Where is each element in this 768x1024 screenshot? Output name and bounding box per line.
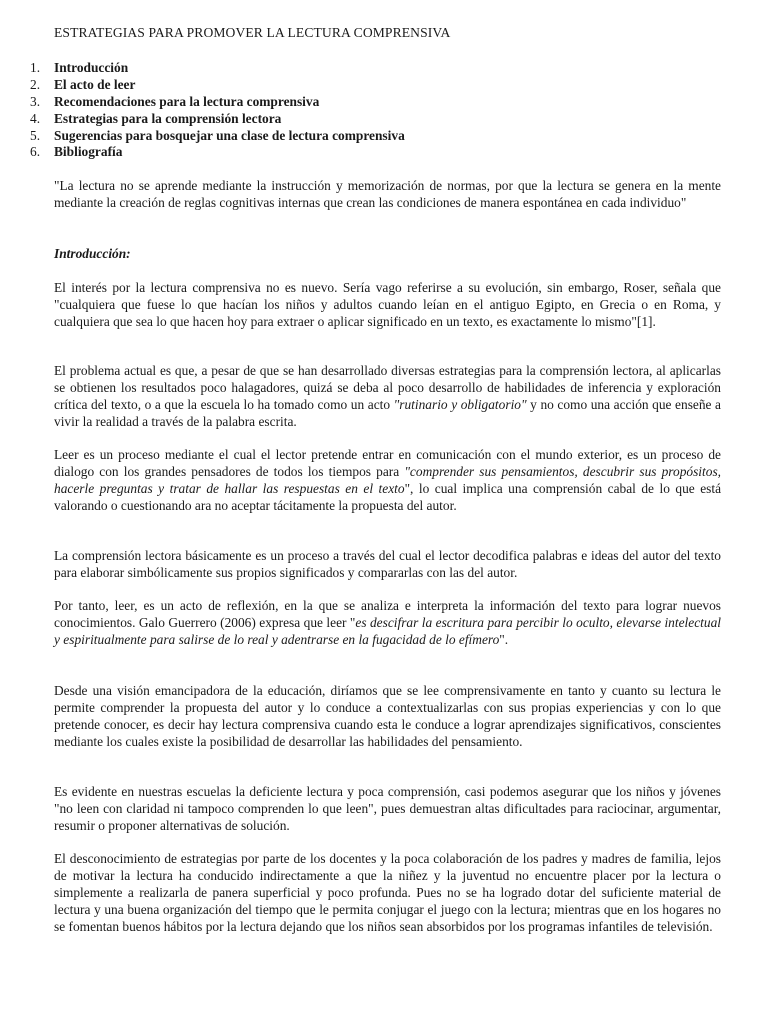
toc-item bbox=[30, 144, 710, 161]
toc-item bbox=[30, 111, 710, 128]
toc-number: 3. bbox=[30, 93, 41, 109]
paragraph-2-text: El problema actual es que, a pesar de que se han desarrollado diversas estrategias para la comprensión lectora, al aplicarlas se obtienen los resultados poco halagadores, quizá se deba al poco desarrollo de habilidades de inferencia y exploración crítica del texto, o a que la escuela lo ha tomado como un acto bbox=[54, 363, 721, 412]
toc-number: 5. bbox=[30, 127, 41, 143]
toc-item bbox=[30, 77, 710, 94]
paragraph-5-italic: es descifrar la escritura para percibir lo oculto, elevarse intelectual y espiritualmente para salirse de lo real y adentrarse en la fugacidad de lo efímero bbox=[54, 614, 721, 647]
section-heading-introduccion: Introducción: bbox=[54, 246, 131, 261]
paragraph-3-text-end: ", lo cual implica una comprensión cabal de lo que está valorando o cuestionando ara no aceptar tácitamente la propuesta del autor. bbox=[54, 480, 722, 513]
paragraph-2 bbox=[54, 363, 721, 431]
table-of-contents bbox=[30, 60, 710, 161]
paragraph-5-text: Por tanto, leer, es un acto de reflexión, en la que se analiza e interpreta la información del texto para lograr nuevos conocimientos. Galo Guerrero (2006) expresa que leer " bbox=[54, 598, 721, 630]
paragraph-4: La comprensión lectora básicamente es un proceso a través del cual el lector decodifica palabras e ideas del autor del texto para elaborar simbólicamente sus propios significados y compararlas con las del autor. bbox=[54, 548, 721, 580]
toc-number: 1. bbox=[30, 60, 41, 75]
toc-label: Estrategias para la comprensión lectora bbox=[54, 110, 282, 126]
paragraph-1: El interés por la lectura comprensiva no es nuevo. Sería vago referirse a su evolución, sin embargo, Roser, señala que "cualquiera que fuese lo que hacían los niños y adultos cuando leían en el antiguo Egipto, en Grecia o en Roma, y cualquiera que sea lo que hacen hoy para extraer o aplicar significado en un texto, es exactamente lo mismo"[1]. bbox=[54, 280, 721, 329]
toc-label: Introducción bbox=[54, 60, 129, 75]
toc-item bbox=[30, 94, 710, 111]
paragraph-3-italic: "comprender sus pensamientos, descubrir sus propósitos, hacerle preguntas y tratar de hallar las respuestas en el texto bbox=[54, 463, 722, 496]
toc-number: 4. bbox=[30, 110, 41, 126]
toc-item bbox=[30, 128, 710, 145]
toc-label: Bibliografía bbox=[54, 144, 123, 160]
document-title: ESTRATEGIAS PARA PROMOVER LA LECTURA COMPRENSIVA bbox=[54, 25, 451, 40]
toc-number: 2. bbox=[30, 76, 41, 92]
paragraph-7: Es evidente en nuestras escuelas la deficiente lectura y poca comprensión, casi podemos asegurar que los niños y jóvenes "no leen con claridad ni tampoco comprenden lo que leen", pues demuestran altas dificultades para raciocinar, argumentar, resumir o proponer alternativas de solución. bbox=[54, 784, 721, 833]
toc-label: El acto de leer bbox=[54, 76, 136, 92]
epigraph-quote: "La lectura no se aprende mediante la instrucción y memorización de normas, por que la lectura se genera en la mente mediante la creación de reglas cognitivas internas que crean las condiciones de manera espontánea en cada individuo" bbox=[54, 178, 721, 210]
paragraph-2-text-end: y no como una acción que enseñe a vivir la realidad a través de la palabra escrita. bbox=[54, 396, 722, 429]
paragraph-5-text-end: ". bbox=[499, 631, 509, 647]
paragraph-3 bbox=[54, 447, 721, 515]
paragraph-5 bbox=[54, 598, 721, 649]
paragraph-3-text: Leer es un proceso mediante el cual el lector pretende entrar en comunicación con el mundo exterior, es un proceso de dialogo con los grandes pensadores de todos los tiempos para bbox=[54, 447, 721, 479]
paragraph-2-italic: "rutinario y obligatorio" bbox=[393, 396, 527, 412]
paragraph-8: El desconocimiento de estrategias por parte de los docentes y la poca colaboración de los padres y madres de familia, lejos de motivar la lectura ha conducido indirectamente a que la niñez y la juventud no encuentre placer por la lectura o simplemente a realizarla de panera superficial y poco profunda. Pues no se ha logrado dotar del suficiente material de lectura y una buena organización del tiempo que le permita conjugar el juego con la lectura; mientras que en los hogares no se fomentan buenos hábitos por la lectura dejando que los niños sean absorbidos por los programas infantiles de televisión. bbox=[54, 851, 721, 934]
toc-number: 6. bbox=[30, 144, 41, 160]
paragraph-6: Desde una visión emancipadora de la educación, diríamos que se lee comprensivamente en tanto y cuanto su lectura le permite comprender la propuesta del autor y lo conduce a contextualizarlas con sus propias experiencias y con lo que pretende conocer, es decir hay lectura comprensiva cuando esta le conduce a lograr aprendizajes significativos, conscientes mediante los cuales existe la posibilidad de desarrollar las habilidades del pensamiento. bbox=[54, 683, 721, 749]
toc-item bbox=[30, 60, 710, 77]
toc-label: Recomendaciones para la lectura comprensiva bbox=[54, 93, 320, 109]
toc-label: Sugerencias para bosquejar una clase de lectura comprensiva bbox=[54, 127, 405, 143]
